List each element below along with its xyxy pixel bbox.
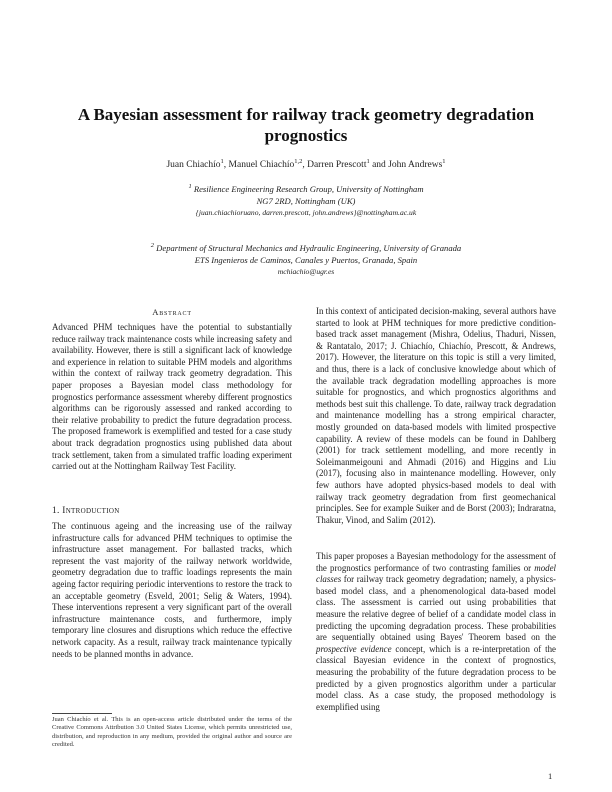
affiliation-institution: Resilience Engineering Research Group, University of Nottingham (193, 183, 424, 194)
affiliation-email: {juan.chiachioruano, darren.prescott, john.andrews}@nottingham.ac.uk (195, 207, 417, 217)
author-separator: , (302, 160, 308, 171)
affiliation-address: NG7 2RD, Nottingham (UK) (256, 195, 356, 206)
author-name: Darren Prescott (307, 160, 367, 171)
affiliation-1 (100, 181, 512, 219)
author-name: Manuel Chiachío (228, 160, 295, 171)
affiliation-line (100, 240, 512, 254)
paper-title: A Bayesian assessment for railway track geometry degradation prognostics (77, 105, 535, 145)
abstract-body (52, 322, 292, 473)
author-separator: , (223, 160, 229, 171)
right-column-paragraph-1 (316, 306, 556, 526)
author-affiliation-mark: 1 (442, 158, 446, 165)
paragraph-text (316, 551, 556, 713)
introduction-body (52, 521, 292, 660)
emphasized-term: prospective evidence (316, 643, 392, 654)
paragraph-span: for railway track geometry degradation; namely, a physics-based model class, and a phenomenological data-based model class. The assessment is carried out using probabilities that measure the relative degree of belief of a candidate model class in predicting the upcoming degradation process. These probabilities are sequentially obtained using Bayes' Theorem based on the (316, 574, 556, 643)
affiliation-line (100, 181, 512, 195)
affiliation-mark: 2 (150, 242, 155, 249)
page-number: 1 (548, 771, 553, 781)
abstract-text: Advanced PHM techniques have the potential to substantially reduce railway track maintenance costs while increasing safety and availability. However, there is still a significant lack of knowledge and experience in relation to suitable PHM models and algorithms within the context of railway track geometry degradation. This paper proposes a Bayesian model class methodology for prognostics performance assessment whereby different prognostics algorithms can be rigorously assessed and ranked according to their relative probability to predict the future degradation process. The proposed framework is exemplified and tested for a case study about track degradation prognostics using published data about track settlement, taken from a simulated traffic loading experiment carried out at the Nottingham Railway Test Facility. (52, 322, 292, 472)
author-name: John Andrews (388, 160, 443, 171)
paragraph-span: This paper proposes a Bayesian methodology for the assessment of the prognostics performance of two contrasting families or (316, 551, 556, 573)
author-list (60, 156, 552, 171)
right-column-paragraph-2 (316, 551, 556, 713)
affiliation-email: mchiachio@ugr.es (277, 266, 335, 276)
affiliation-institution: Department of Structural Mechanics and Hydraulic Engineering, University of Granada (156, 242, 462, 253)
footnote-rule (52, 713, 112, 714)
section-heading-introduction: 1. Introduction (52, 506, 120, 516)
author-name: Juan Chiachío (166, 160, 221, 171)
author-affiliation-mark: 1 (220, 158, 224, 165)
affiliation-mark: 1 (188, 183, 192, 190)
author-separator: and (369, 160, 389, 171)
author-affiliation-mark: 1,2 (294, 158, 303, 165)
author-affiliation-mark: 1 (366, 158, 370, 165)
license-footnote: Juan Chiachío et al. This is an open-access article distributed under the terms of the Creative Commons Attribution 3.0 United States License, which permits unrestricted use, distribution, and reproduction in any medium, provided the original author and source are credited. (52, 716, 292, 749)
abstract-heading: Abstract (152, 307, 192, 317)
paragraph-span: concept, which is a re-interpretation of the classical Bayesian evidence in the context of prognostics, measuring the probability of the future degradation process to be predicted by a given prognostics algorithm under a particular model class. As a case study, the proposed methodology is exemplified using (316, 643, 556, 712)
paragraph-text: In this context of anticipated decision-making, several authors have started to look at PHM techniques for more predictive condition-based track asset management (Mishra, Odelius, Thaduri, Nissen, & Rantatalo, 2017; J. Chiachío, Chiachío, Prescott, & Andrews, 2017). However, the literature on this topic is still a very limited, and thus, there is a lack of conclusive knowledge about which of the available track degradation modelling approaches is more suitable for prognostics, and which prognostics algorithms and methods best suit this challenge. To date, railway track degradation and maintenance modelling has a strong empirical character, mostly grounded on data-based models with limited prospective capability. A review of these models can be found in Dahlberg (2001) for track settlement modelling, and more recently in Soleimanmeigouni and Ahmadi (2016) and Higgins and Liu (2017), focusing also in maintenance modelling. However, only few authors have adopted physics-based models to deal with railway track geometry degradation from first geomechanical principles. See for example Suiker and de Borst (2003); Indraratna, Thakur, Vinod, and Salim (2012). (316, 306, 556, 525)
affiliation-address: ETS Ingenieros de Caminos, Canales y Puertos, Granada, Spain (194, 254, 418, 265)
emphasized-term: model classes (316, 562, 556, 585)
introduction-text: The continuous ageing and the increasing use of the railway infrastructure calls for advanced PHM techniques to optimise the infrastructure asset management. For ballasted tracks, which represent the vast majority of the railway network worldwide, geometry degradation due to traffic loadings represents the main ageing factor requiring periodic interventions to restore the track to an acceptable geometry (Esveld, 2001; Selig & Waters, 1994). These interventions represent a very significant part of the overall infrastructure maintenance costs, and furthermore, imply temporary line closures and disruptions which reduce the effective network capacity. As a result, railway track maintenance typically needs to be planned months in advance. (52, 521, 292, 659)
affiliation-2 (100, 240, 512, 278)
